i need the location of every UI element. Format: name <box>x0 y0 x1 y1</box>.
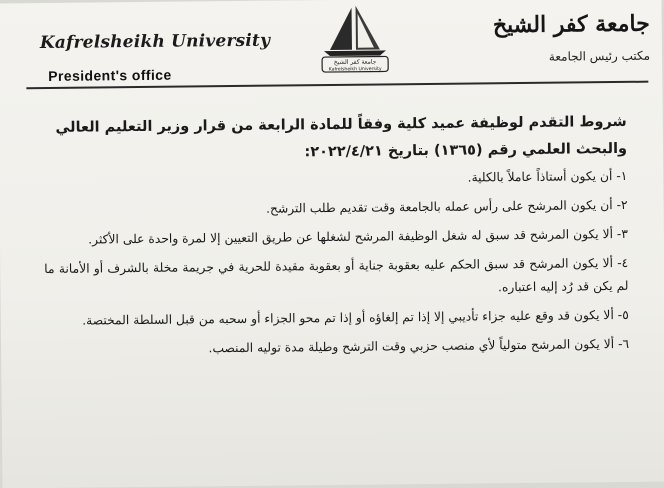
office-name-ar: مكتب رئيس الجامعة <box>548 48 651 64</box>
condition-item: ٣- ألا يكون المرشح قد سبق له شغل الوظيفة المرشح لشغلها عن طريق التعيين إلا لمرة واحدة على الأكثر. <box>88 226 628 247</box>
condition-item: ٥- ألا يكون قد وقع عليه جزاء تأديبي إلا إذا تم إلغاؤه أو إذا تم محو الجزاء أو سحبه من قبل السلطة المختصة. <box>82 307 629 328</box>
conditions-list <box>43 165 629 362</box>
condition-item: ٦- ألا يكون المرشح متولياً لأي منصب حزبي وقت الترشح وطيلة مدة توليه المنصب. <box>208 336 630 356</box>
logo-text-ar: جامعة كفر الشيخ <box>333 58 377 66</box>
office-name-en: President's office <box>48 66 172 84</box>
university-name-en: Kafrelsheikh University <box>39 30 271 54</box>
condition-item: ١- أن يكون أستاذاً عاملاً بالكلية. <box>467 168 628 185</box>
sailboat-icon <box>324 5 387 56</box>
document-body <box>43 109 630 368</box>
condition-item: ٢- أن يكون المرشح على رأس عمله بالجامعة وقت تقديم طلب الترشح. <box>265 197 628 216</box>
university-name-ar: جامعة كفر الشيخ <box>492 10 650 39</box>
condition-item: ٤- ألا يكون المرشح قد سبق الحكم عليه بعقوبة جناية أو بعقوبة مقيدة للحرية في جريمة مخلة بالشرف أو الأمانة ما لم يكن قد رُد إليه اعتباره. <box>44 255 629 295</box>
document-heading: شروط التقدم لوظيفة عميد كلية وفقاً للمادة الرابعة من قرار وزير التعليم العالي والبحث العلمي رقم (١٣٦٥) بتاريخ ٢٠٢٢/٤/٢١: <box>55 113 628 161</box>
university-logo <box>316 3 395 74</box>
logo-text-en: Kafrelsheikh University <box>328 66 382 73</box>
